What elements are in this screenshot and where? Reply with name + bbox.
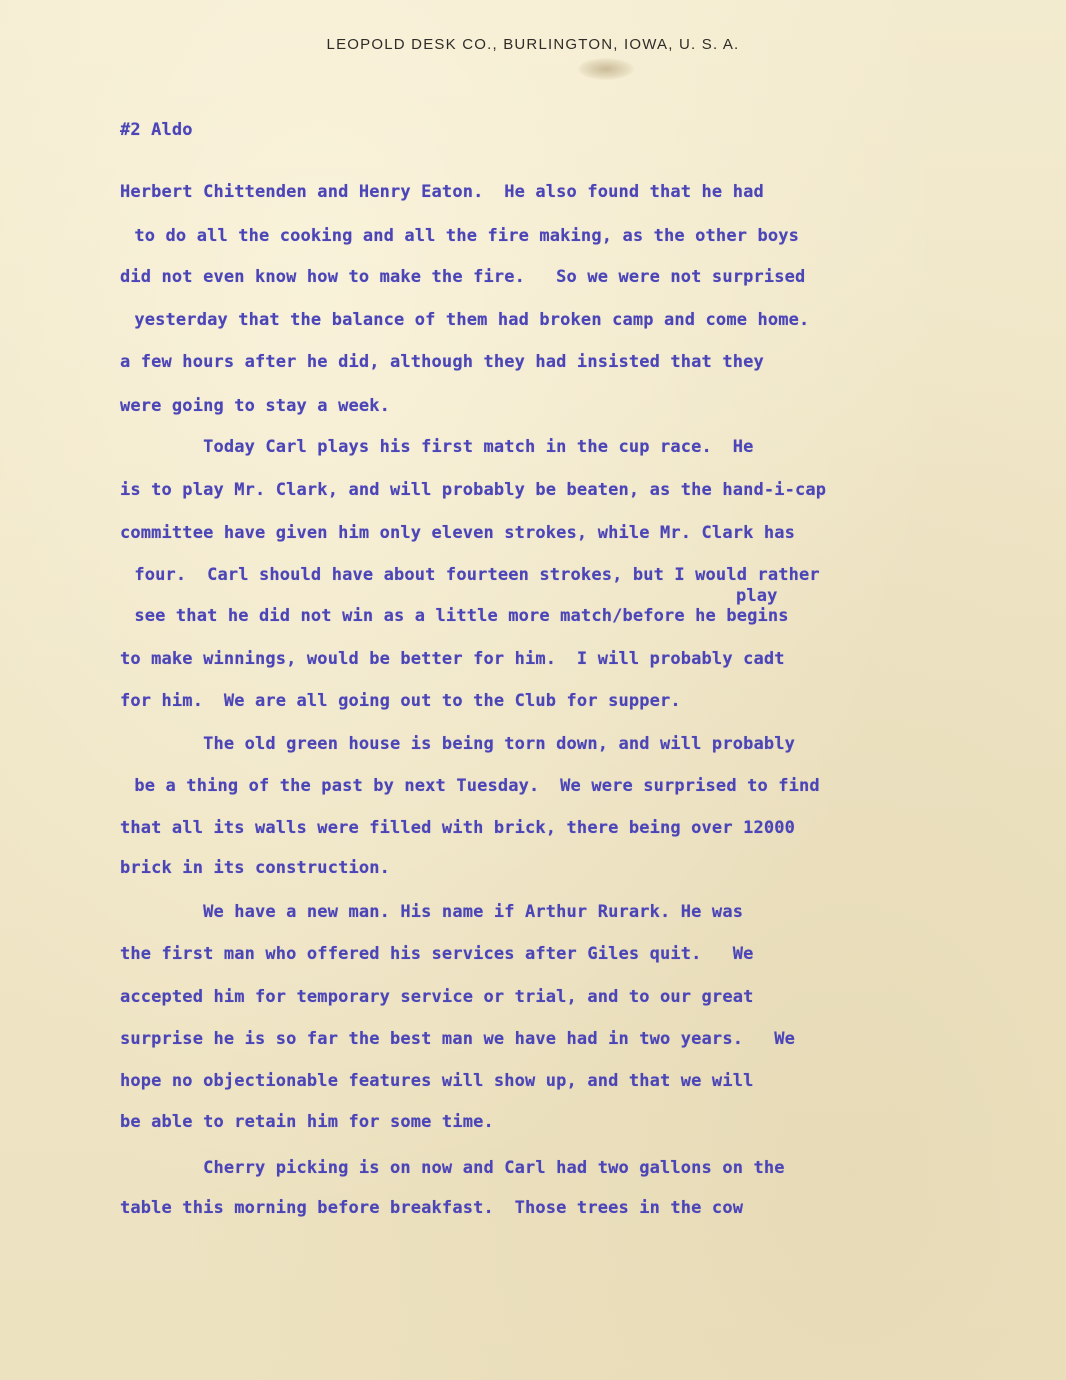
- text-line: accepted him for temporary service or trial, and to our great: [120, 987, 754, 1007]
- page-reference: #2 Aldo: [120, 120, 193, 140]
- text-line: four. Carl should have about fourteen strokes, but I would rather: [124, 565, 820, 585]
- text-line: Herbert Chittenden and Henry Eaton. He also found that he had: [120, 182, 764, 202]
- text-line: yesterday that the balance of them had broken camp and come home.: [124, 310, 810, 330]
- text-line: that all its walls were filled with brick, there being over 12000: [120, 818, 796, 838]
- text-line: committee have given him only eleven strokes, while Mr. Clark has: [120, 523, 796, 543]
- text-line: to do all the cooking and all the fire making, as the other boys: [124, 226, 800, 246]
- text-line: be a thing of the past by next Tuesday. We were surprised to find: [124, 776, 820, 796]
- text-line: is to play Mr. Clark, and will probably be beaten, as the hand-i-cap: [120, 480, 827, 500]
- text-line: brick in its construction.: [120, 858, 391, 878]
- text-line: to make winnings, would be better for him. I will probably cadt: [120, 649, 785, 669]
- handwritten-insertion: play: [736, 586, 778, 606]
- text-line: table this morning before breakfast. Those trees in the cow: [120, 1198, 744, 1218]
- text-line: a few hours after he did, although they had insisted that they: [120, 352, 764, 372]
- text-line: were going to stay a week.: [120, 396, 391, 416]
- text-line: for him. We are all going out to the Club for supper.: [120, 691, 681, 711]
- text-line: surprise he is so far the best man we have had in two years. We: [120, 1029, 796, 1049]
- letterhead: LEOPOLD DESK CO., BURLINGTON, IOWA, U. S. A.: [326, 36, 740, 53]
- text-line: the first man who offered his services after Giles quit. We: [120, 944, 754, 964]
- text-line: be able to retain him for some time.: [120, 1112, 494, 1132]
- paper-stain: [578, 58, 634, 80]
- text-line: did not even know how to make the fire. So we were not surprised: [120, 267, 806, 287]
- text-line: Cherry picking is on now and Carl had two gallons on the: [120, 1158, 785, 1178]
- text-line: hope no objectionable features will show up, and that we will: [120, 1071, 754, 1091]
- text-line: Today Carl plays his first match in the cup race. He: [120, 437, 754, 457]
- text-line: We have a new man. His name if Arthur Rurark. He was: [120, 902, 744, 922]
- text-line: The old green house is being torn down, and will probably: [120, 734, 796, 754]
- text-line: see that he did not win as a little more match/before he begins: [124, 606, 789, 626]
